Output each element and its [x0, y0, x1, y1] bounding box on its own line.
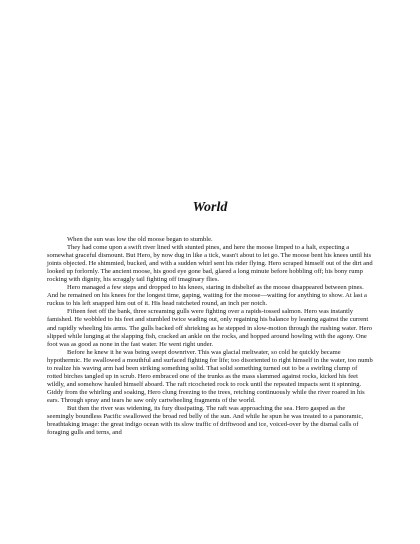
paragraph: Before he knew it he was being swept downriver. This was glacial meltwater, so cold he quickly became hypothermic. He swallowed a mouthful and surfaced fighting for life; too disoriented to right himself in the water, too numb to realize his waving arm had been striking something solid. That solid something turned out to be a swirling clump of rotted birches tangled up in scrub. Hero embraced one of the trunks as the mass slammed against rocks, kicked his feet wildly, and somehow hauled himself aboard. The raft ricocheted rock to rock until the repeated impacts sent it spinning. Giddy from the whirling and soaking, Hero clung freezing to the trees, retching continuously while the river roared in his ears. Through spray and tears he saw only cartwheeling fragments of the world. — [47, 348, 373, 404]
paragraph: When the sun was low the old moose began to stumble. — [67, 236, 213, 243]
chapter-title: World — [192, 200, 228, 215]
chapter-body — [47, 236, 373, 437]
paragraph: They had come upon a swift river lined with stunted pines, and here the moose limped to a halt, expecting a somewhat graceful dismount. But Hero, by now dug in like a tick, wasn't about to let go. The moose bent his knees until his joints objected. He shimmied, bucked, and with a sudden whirl sent his rider flying. Hero scraped himself out of the dirt and looked up forlornly. The ancient moose, his good eye gone bad, glared a long minute before hobbling off; his bony rump rocking with dignity, his scraggly tail fighting off imaginary flies. — [47, 244, 373, 284]
paragraph: Fifteen feet off the bank, three screaming gulls were fighting over a rapids-tossed salmon. Hero was instantly famished. He wobbled to his feet and stumbled twice wading out, only regaining his balance by leaning against the current and rapidly wheeling his arms. The gulls backed off shrieking as he stepped in slow-motion through the rushing water. Hero slipped while lunging at the slapping fish, cracked an ankle on the rocks, and hopped around howling with the agony. One foot was as good as none in the fast water. He went right under. — [47, 308, 373, 348]
paragraph: Hero managed a few steps and dropped to his knees, staring in disbelief as the moose disappeared between pines. And he remained on his knees for the longest time, gaping, waiting for the moose—waiting for anything to show. At last a ruckus to his left snapped him out of it. His head ratcheted round, an inch per notch. — [47, 284, 367, 308]
paragraph: But then the river was widening, its fury dissipating. The raft was approaching the sea. Hero gasped as the seemingly boundless Pacific swallowed the broad red belly of the sun. And while he spun he was treated to a panoramic, breathtaking image: the great indigo ocean with its slow traffic of driftwood and ice, voiced-over by the dismal calls of foraging gulls and terns, and — [47, 404, 363, 437]
